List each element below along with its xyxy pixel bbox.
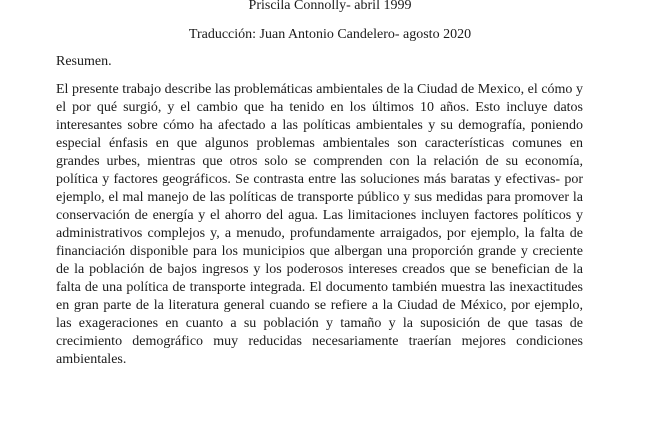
abstract-heading: Resumen. — [56, 54, 112, 69]
abstract-paragraph: El presente trabajo describe las problemáticas ambientales de la Ciudad de Mexico, el cómo y el por qué surgió, y el cambio que ha tenido en los últimos 10 años. Esto incluye datos interesantes sobre cómo ha afectado a las políticas ambientales y su demografía, poniendo especial énfasis en que algunos problemas ambientales son características comunes en grandes urbes, mientras que otros solo se comprenden con la relación de su economía, política y factores geográficos. Se contrasta entre las soluciones más baratas y efectivas- por ejemplo, el mal manejo de las políticas de transporte público y sus medidas para promover la conservación de energía y el ahorro del agua. Las limitaciones incluyen factores políticos y administrativos complejos y, a menudo, profundamente arraigados, por ejemplo, la falta de financiación disponible para los municipios que albergan una proporción grande y creciente de la población de bajos ingresos y los poderosos intereses creados que se benefician de la falta de una política de transporte integrada. El documento también muestra las inexactitudes en gran parte de la literatura general cuando se refiere a la Ciudad de México, por ejemplo, las exageraciones en cuanto a su población y tamaño y la suposición de que tasas de crecimiento demográfico muy reducidas necesariamente traerían mejores condiciones ambientales. — [56, 82, 583, 367]
translation-line: Traducción: Juan Antonio Candelero- agosto 2020 — [188, 27, 472, 42]
author-line: Priscila Connolly- abril 1999 — [248, 0, 412, 13]
